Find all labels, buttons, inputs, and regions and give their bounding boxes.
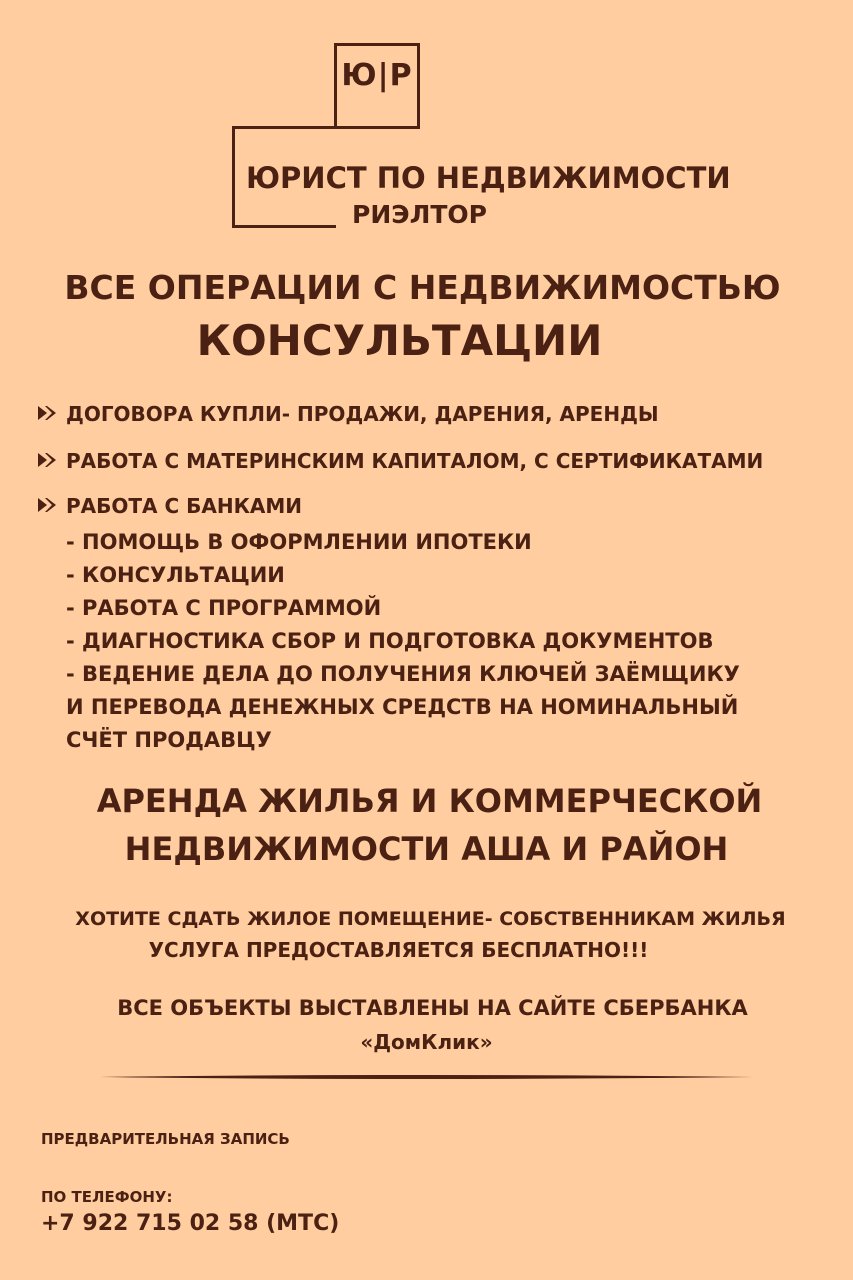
listing-line1: ВСЕ ОБЪЕКТЫ ВЫСТАВЛЕНЫ НА САЙТЕ СБЕРБАНКА bbox=[117, 996, 748, 1020]
offer-line2: УСЛУГА ПРЕДОСТАВЛЯЕТСЯ БЕСПЛАТНО!!! bbox=[148, 938, 649, 962]
phone-number[interactable]: +7 922 715 02 58 (МТС) bbox=[41, 1211, 340, 1236]
offer-line1: ХОТИТЕ СДАТЬ ЖИЛОЕ ПОМЕЩЕНИЕ- СОБСТВЕННИКАМ ЖИЛЬЯ bbox=[75, 908, 786, 930]
bank-subitem: И ПЕРЕВОДА ДЕНЕЖНЫХ СРЕДСТВ НА НОМИНАЛЬНЫЙ bbox=[66, 695, 739, 719]
rent-heading-line2: НЕДВИЖИМОСТИ АША И РАЙОН bbox=[124, 830, 729, 868]
service-item-label: РАБОТА С БАНКАМИ bbox=[66, 494, 303, 518]
bank-subitem: - ДИАГНОСТИКА СБОР И ПОДГОТОВКА ДОКУМЕНТОВ bbox=[66, 629, 714, 653]
logo-mark: Ю|Р bbox=[341, 58, 413, 93]
double-arrow-icon bbox=[38, 406, 60, 420]
bank-subitem: - ПОМОЩЬ В ОФОРМЛЕНИИ ИПОТЕКИ bbox=[66, 530, 532, 554]
logo-subtitle: РИЭЛТОР bbox=[352, 200, 487, 229]
bank-subitem: - ВЕДЕНИЕ ДЕЛА ДО ПОЛУЧЕНИЯ КЛЮЧЕЙ ЗАЁМЩИКУ bbox=[66, 662, 740, 686]
listing-site-name: «ДомКлик» bbox=[360, 1030, 493, 1054]
headline-consultations: КОНСУЛЬТАЦИИ bbox=[196, 316, 603, 365]
phone-label: ПО ТЕЛЕФОНУ: bbox=[41, 1188, 173, 1206]
service-item-label: РАБОТА С МАТЕРИНСКИМ КАПИТАЛОМ, С СЕРТИФИКАТАМИ bbox=[66, 449, 764, 473]
service-item bbox=[38, 402, 659, 426]
double-arrow-icon bbox=[38, 453, 60, 467]
headline-operations: ВСЕ ОПЕРАЦИИ С НЕДВИЖИМОСТЬЮ bbox=[64, 268, 781, 307]
bank-subitem: - КОНСУЛЬТАЦИИ bbox=[66, 563, 285, 587]
service-item bbox=[38, 449, 763, 473]
service-item-label: ДОГОВОРА КУПЛИ- ПРОДАЖИ, ДАРЕНИЯ, АРЕНДЫ bbox=[66, 402, 659, 426]
divider bbox=[100, 1074, 753, 1080]
bank-subitem: СЧЁТ ПРОДАВЦУ bbox=[66, 728, 272, 752]
service-item bbox=[38, 494, 302, 518]
appointment-label: ПРЕДВАРИТЕЛЬНАЯ ЗАПИСЬ bbox=[41, 1130, 290, 1148]
logo-title: ЮРИСТ ПО НЕДВИЖИМОСТИ bbox=[246, 161, 731, 195]
bank-subitem: - РАБОТА С ПРОГРАММОЙ bbox=[66, 596, 382, 620]
rent-heading-line1: АРЕНДА ЖИЛЬЯ И КОММЕРЧЕСКОЙ bbox=[96, 782, 763, 820]
double-arrow-icon bbox=[38, 498, 60, 512]
